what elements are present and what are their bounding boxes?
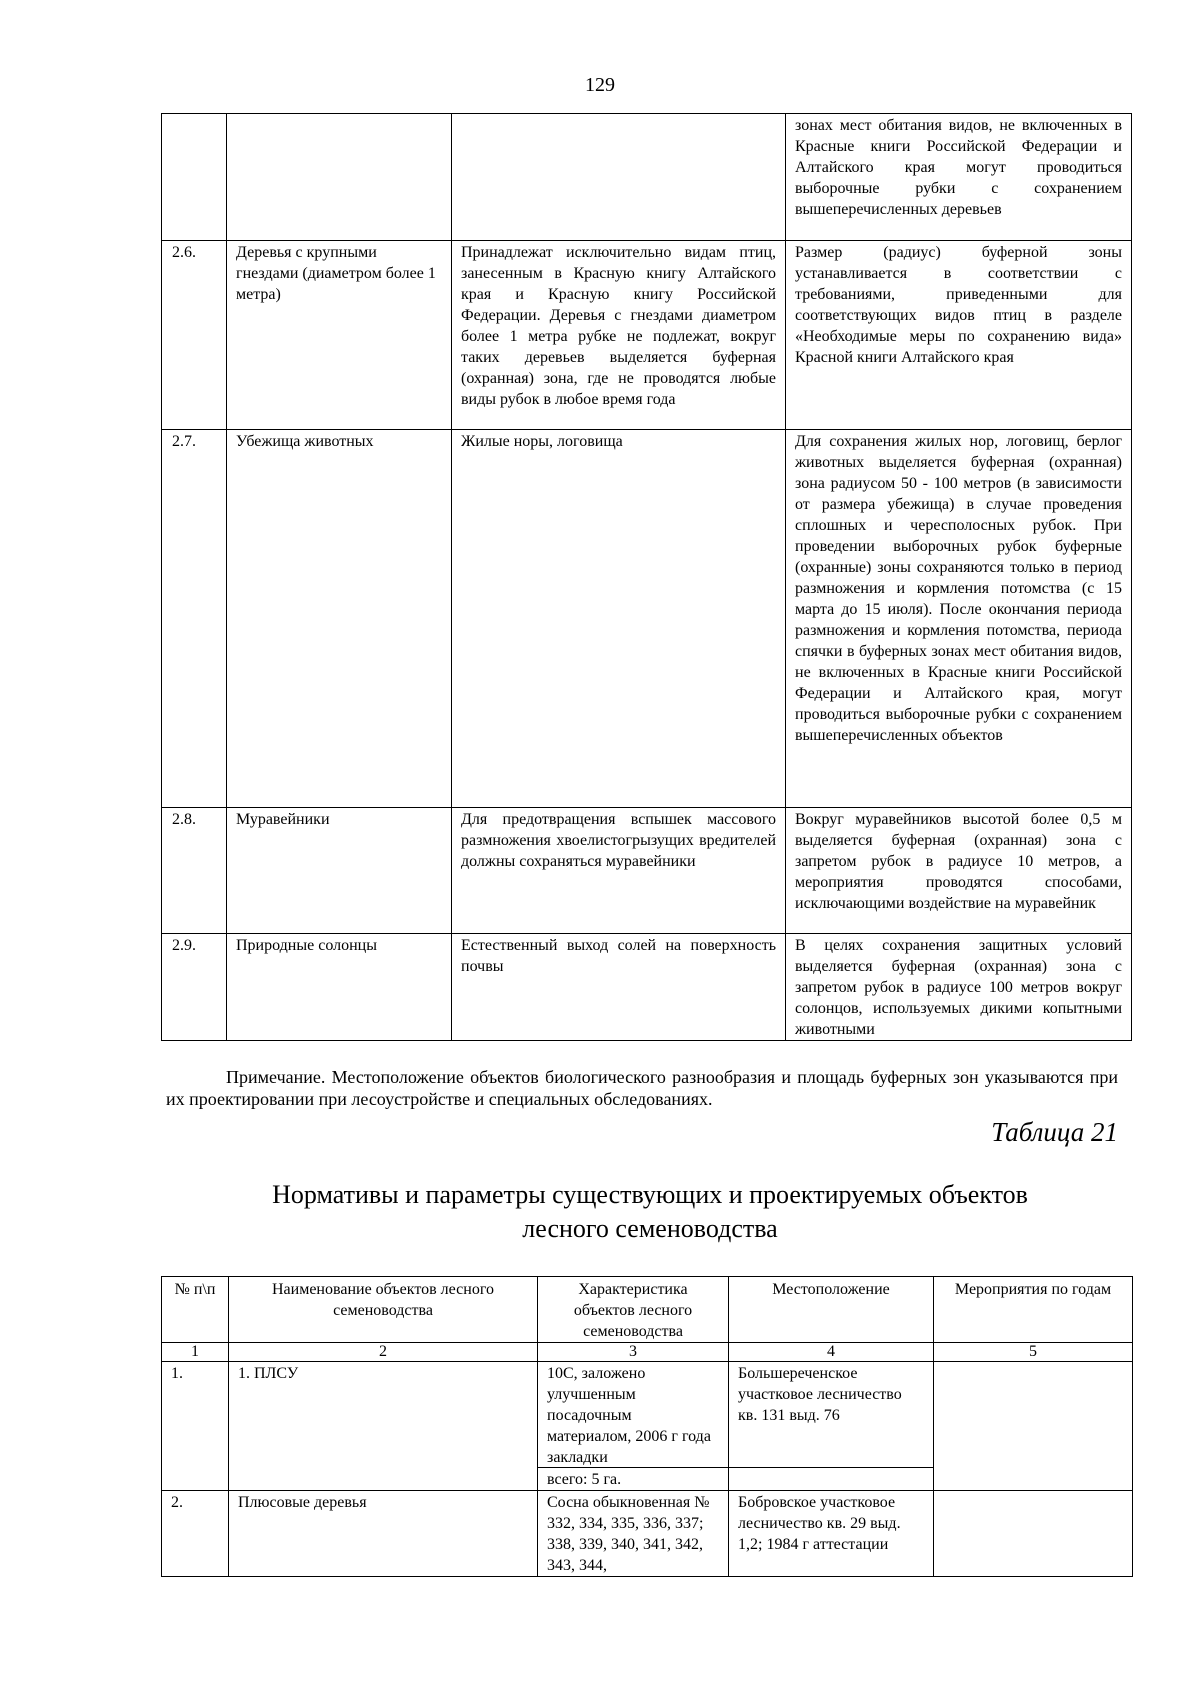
object-description: Жилые норы, логовища [452, 430, 786, 808]
object-measures: Вокруг муравейников высотой более 0,5 м выделяется буферная (охранная) зона с запретом рубок в радиусе 10 метров, а мероприятия проводятся способами, исключающими воздействие на муравейник [786, 808, 1132, 934]
row-number: 2.9. [162, 934, 227, 1041]
object-measures [934, 1362, 1133, 1491]
object-description: Естественный выход солей на поверхность почвы [452, 934, 786, 1041]
row-number [162, 114, 227, 241]
object-name: Муравейники [227, 808, 452, 934]
column-index: 2 [229, 1343, 538, 1362]
row-number: 2.8. [162, 808, 227, 934]
table-row [162, 114, 1132, 241]
row-number: 2.7. [162, 430, 227, 808]
row-number: 2.6. [162, 241, 227, 430]
object-name: Убежища животных [227, 430, 452, 808]
object-measures: В целях сохранения защитных условий выделяется буферная (охранная) зона с запретом рубок в радиусе 100 метров вокруг солонцов, используемых дикими копытными животными [786, 934, 1132, 1041]
object-measures: Для сохранения жилых нор, логовищ, берлог животных выделяется буферная (охранная) зона радиусом 50 - 100 метров (в зависимости от размера убежища) в случае проведения сплошных и чересполосных рубок. При проведении выборочных рубок буферные (охранные) зоны сохраняются только в период размножения и кормления потомства (с 15 марта до 15 июля). После окончания периода размножения и кормления потомства, периода спячки в буферных зонах мест обитания видов, не включенных в Красные книги Российской Федерации и Алтайского края, могут проводиться выборочные рубки с сохранением вышеперечисленных объектов [786, 430, 1132, 808]
column-header: Наименование объектов лесного семеноводства [229, 1277, 538, 1343]
table-header-row [162, 1277, 1133, 1343]
table-row [162, 934, 1132, 1041]
column-header: Характеристика объектов лесного семеноводства [538, 1277, 729, 1343]
object-measures [934, 1491, 1133, 1577]
table-label: Таблица 21 [991, 1117, 1118, 1147]
table-row [162, 1362, 1133, 1491]
row-number: 1. [162, 1362, 229, 1491]
object-location: Бобровское участковое лесничество кв. 29 выд. 1,2; 1984 г аттестации [729, 1491, 934, 1577]
table-note: Примечание. Местоположение объектов биологического разнообразия и площадь буферных зон указываются при их проектировании при лесоустройстве и специальных обследованиях. [166, 1067, 1118, 1109]
object-characteristic: Сосна обыкновенная № 332, 334, 335, 336, 337; 338, 339, 340, 341, 342, 343, 344, [538, 1491, 729, 1577]
column-index: 1 [162, 1343, 229, 1362]
object-name [227, 114, 452, 241]
table-row [162, 808, 1132, 934]
object-name: Природные солонцы [227, 934, 452, 1041]
object-characteristic [538, 1362, 729, 1491]
column-header: № п\п [162, 1277, 229, 1343]
row-number: 2. [162, 1491, 229, 1577]
column-header: Местоположение [729, 1277, 934, 1343]
table-row [162, 430, 1132, 808]
object-description [452, 114, 786, 241]
characteristic-text: 10С, заложено улучшенным посадочным материалом, 2006 г года закладки [547, 1365, 711, 1466]
page-number: 129 [585, 74, 615, 96]
object-measures: зонах мест обитания видов, не включенных в Красные книги Российской Федерации и Алтайского края могут проводиться выборочные рубки с сохранением вышеперечисленных деревьев [786, 114, 1132, 241]
column-index-row [162, 1343, 1133, 1362]
location-text: Большереченское участковое лесничество кв. 131 выд. 76 [738, 1365, 902, 1424]
object-name: 1. ПЛСУ [229, 1362, 538, 1491]
column-header: Мероприятия по годам [934, 1277, 1133, 1343]
object-name: Плюсовые деревья [229, 1491, 538, 1577]
table-title [200, 1178, 1100, 1246]
object-measures: Размер (радиус) буферной зоны устанавливается в соответствии с требованиями, приведенными для соответствующих видов птиц в разделе «Необходимые меры по сохранению вида» Красной книги Алтайского края [786, 241, 1132, 430]
column-index: 3 [538, 1343, 729, 1362]
column-index: 4 [729, 1343, 934, 1362]
characteristic-total: всего: 5 га. [538, 1467, 728, 1490]
table-title-line: Нормативы и параметры существующих и проектируемых объектов [272, 1180, 1028, 1209]
table-row [162, 241, 1132, 430]
object-description: Принадлежат исключительно видам птиц, занесенным в Красную книгу Алтайского края и Красную книгу Российской Федерации. Деревья с гнездами диаметром более 1 метра рубке не подлежат, вокруг таких деревьев выделяется буферная (охранная) зона, где не проводятся любые виды рубок в любое время года [452, 241, 786, 430]
table-title-line: лесного семеноводства [522, 1214, 778, 1243]
biodiversity-table [161, 113, 1132, 1041]
object-name: Деревья с крупными гнездами (диаметром более 1 метра) [227, 241, 452, 430]
object-location [729, 1362, 934, 1491]
location-total [729, 1467, 933, 1489]
table-row [162, 1491, 1133, 1577]
column-index: 5 [934, 1343, 1133, 1362]
object-description: Для предотвращения вспышек массового размножения хвоелистогрызущих вредителей должны сохраняться муравейники [452, 808, 786, 934]
seed-objects-table [161, 1276, 1133, 1577]
